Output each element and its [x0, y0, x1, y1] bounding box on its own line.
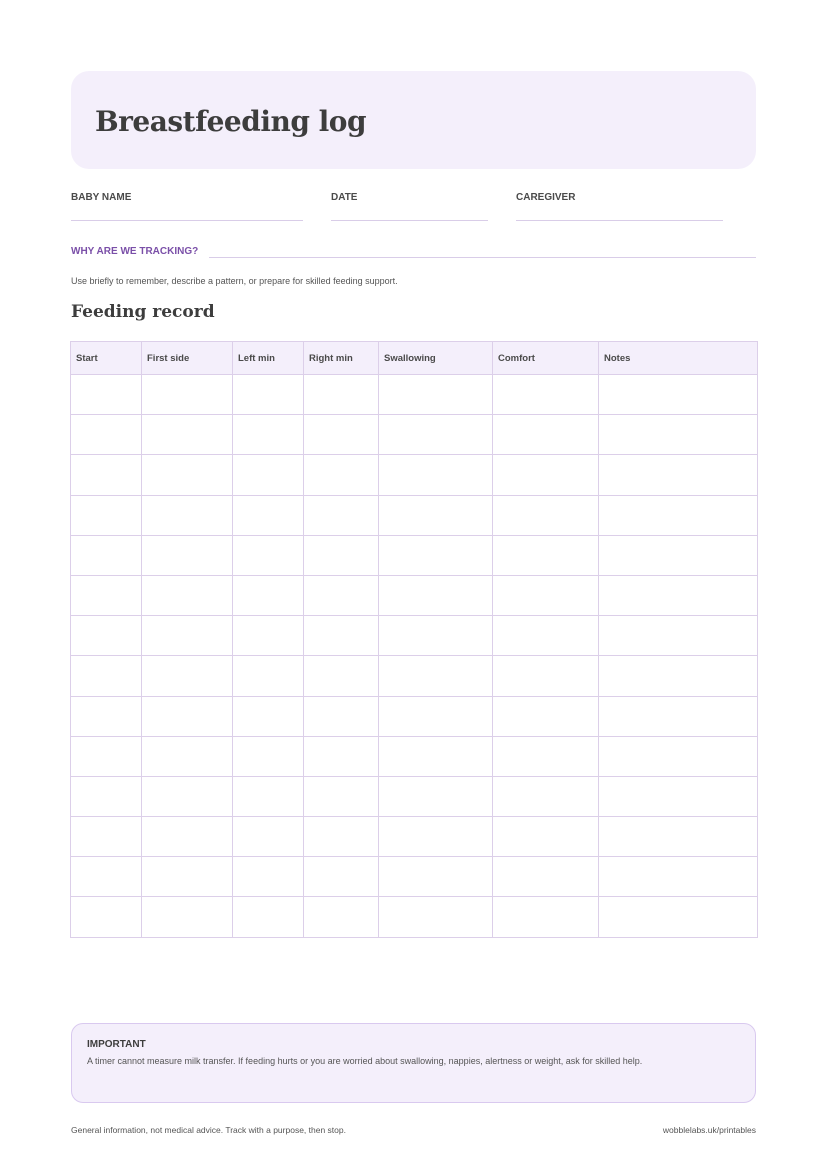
table-cell[interactable] [71, 616, 142, 656]
table-cell[interactable] [304, 776, 379, 816]
section-title: Feeding record [71, 302, 215, 322]
table-cell[interactable] [71, 415, 142, 455]
table-cell[interactable] [493, 575, 599, 615]
table-cell[interactable] [599, 897, 758, 937]
table-cell[interactable] [599, 857, 758, 897]
important-notice [71, 1023, 756, 1103]
table-cell[interactable] [142, 817, 233, 857]
column-header-notes: Notes [599, 342, 758, 375]
table-cell[interactable] [599, 415, 758, 455]
table-cell[interactable] [304, 897, 379, 937]
table-cell[interactable] [142, 415, 233, 455]
table-header-row [71, 342, 758, 375]
table-cell[interactable] [304, 696, 379, 736]
purpose-hint: Use briefly to remember, describe a pattern, or prepare for skilled feeding support. [71, 276, 398, 286]
table-row [71, 575, 758, 615]
table-cell[interactable] [233, 776, 304, 816]
table-cell[interactable] [493, 736, 599, 776]
table-row [71, 696, 758, 736]
table-cell[interactable] [233, 656, 304, 696]
table-cell[interactable] [379, 897, 493, 937]
feeding-record-table [70, 341, 758, 938]
page-title: Breastfeeding log [95, 105, 367, 138]
table-cell[interactable] [493, 776, 599, 816]
table-cell[interactable] [142, 375, 233, 415]
table-cell[interactable] [493, 817, 599, 857]
table-cell[interactable] [379, 495, 493, 535]
table-cell[interactable] [142, 696, 233, 736]
table-cell[interactable] [379, 575, 493, 615]
table-cell[interactable] [71, 656, 142, 696]
table-cell[interactable] [142, 736, 233, 776]
table-row [71, 415, 758, 455]
table-cell[interactable] [379, 857, 493, 897]
table-cell[interactable] [71, 817, 142, 857]
table-cell[interactable] [379, 455, 493, 495]
table-cell[interactable] [304, 375, 379, 415]
table-cell[interactable] [493, 495, 599, 535]
table-cell[interactable] [304, 495, 379, 535]
date-label: DATE [331, 192, 358, 203]
header-card [71, 71, 756, 169]
table-cell[interactable] [142, 616, 233, 656]
table-cell[interactable] [71, 455, 142, 495]
table-cell[interactable] [379, 776, 493, 816]
column-header-swallowing: Swallowing [379, 342, 493, 375]
footer-disclaimer: General information, not medical advice. Track with a purpose, then stop. [71, 1125, 346, 1135]
column-header-right-min: Right min [304, 342, 379, 375]
table-cell[interactable] [304, 817, 379, 857]
table-cell[interactable] [599, 656, 758, 696]
table-cell[interactable] [142, 656, 233, 696]
column-header-first-side: First side [142, 342, 233, 375]
table-cell[interactable] [233, 415, 304, 455]
table-cell[interactable] [304, 455, 379, 495]
table-cell[interactable] [71, 535, 142, 575]
table-cell[interactable] [599, 575, 758, 615]
table-cell[interactable] [304, 656, 379, 696]
table-cell[interactable] [599, 736, 758, 776]
table-cell[interactable] [493, 897, 599, 937]
caregiver-label: CAREGIVER [516, 192, 576, 203]
table-row [71, 857, 758, 897]
table-cell[interactable] [493, 375, 599, 415]
table-cell[interactable] [599, 375, 758, 415]
table-cell[interactable] [142, 495, 233, 535]
table-cell[interactable] [379, 535, 493, 575]
table-cell[interactable] [493, 455, 599, 495]
table-cell[interactable] [304, 415, 379, 455]
table-cell[interactable] [599, 696, 758, 736]
table-cell[interactable] [493, 415, 599, 455]
table-cell[interactable] [233, 857, 304, 897]
table-cell[interactable] [599, 535, 758, 575]
table-row [71, 495, 758, 535]
table-cell[interactable] [142, 897, 233, 937]
table-row [71, 375, 758, 415]
table-cell[interactable] [233, 375, 304, 415]
table-cell[interactable] [71, 375, 142, 415]
table-cell[interactable] [379, 616, 493, 656]
table-cell[interactable] [599, 616, 758, 656]
table-cell[interactable] [71, 897, 142, 937]
table-cell[interactable] [304, 575, 379, 615]
table-cell[interactable] [379, 415, 493, 455]
table-row [71, 817, 758, 857]
column-header-comfort: Comfort [493, 342, 599, 375]
table-cell[interactable] [233, 616, 304, 656]
table-cell[interactable] [71, 736, 142, 776]
table-cell[interactable] [233, 696, 304, 736]
table-cell[interactable] [71, 495, 142, 535]
table-cell[interactable] [142, 455, 233, 495]
column-header-start: Start [71, 342, 142, 375]
table-cell[interactable] [233, 535, 304, 575]
baby-name-field[interactable] [71, 220, 303, 221]
caregiver-field[interactable] [516, 220, 723, 221]
table-row [71, 776, 758, 816]
important-title: IMPORTANT [87, 1039, 146, 1050]
table-row [71, 897, 758, 937]
purpose-field[interactable] [209, 257, 756, 258]
table-row [71, 736, 758, 776]
table-cell[interactable] [304, 616, 379, 656]
table-cell[interactable] [233, 897, 304, 937]
table-cell[interactable] [493, 857, 599, 897]
table-cell[interactable] [142, 575, 233, 615]
table-cell[interactable] [493, 616, 599, 656]
table-cell[interactable] [233, 495, 304, 535]
table-cell[interactable] [493, 535, 599, 575]
table-row [71, 535, 758, 575]
table-row [71, 656, 758, 696]
table-cell[interactable] [142, 857, 233, 897]
table-cell[interactable] [233, 455, 304, 495]
table-cell[interactable] [304, 857, 379, 897]
table-cell[interactable] [599, 455, 758, 495]
table-cell[interactable] [493, 656, 599, 696]
table-cell[interactable] [379, 656, 493, 696]
table-cell[interactable] [233, 736, 304, 776]
table-cell[interactable] [71, 776, 142, 816]
date-field[interactable] [331, 220, 488, 221]
table-cell[interactable] [379, 736, 493, 776]
important-text: A timer cannot measure milk transfer. If feeding hurts or you are worried about swallowing, nappies, alertness or weight, ask for skilled help. [87, 1056, 643, 1066]
table-cell[interactable] [304, 535, 379, 575]
purpose-label: WHY ARE WE TRACKING? [71, 246, 199, 257]
table-cell[interactable] [599, 776, 758, 816]
table-cell[interactable] [142, 535, 233, 575]
table-cell[interactable] [142, 776, 233, 816]
table-cell[interactable] [379, 817, 493, 857]
table-row [71, 616, 758, 656]
table-cell[interactable] [304, 736, 379, 776]
table-cell[interactable] [71, 575, 142, 615]
table-cell[interactable] [71, 696, 142, 736]
table-cell[interactable] [493, 696, 599, 736]
table-cell[interactable] [599, 817, 758, 857]
table-cell[interactable] [379, 375, 493, 415]
table-cell[interactable] [599, 495, 758, 535]
footer-link: wobblelabs.uk/printables [662, 1125, 756, 1135]
table-cell[interactable] [71, 857, 142, 897]
table-cell[interactable] [233, 817, 304, 857]
baby-name-label: BABY NAME [71, 192, 132, 203]
table-cell[interactable] [379, 696, 493, 736]
table-cell[interactable] [233, 575, 304, 615]
table-row [71, 455, 758, 495]
column-header-left-min: Left min [233, 342, 304, 375]
